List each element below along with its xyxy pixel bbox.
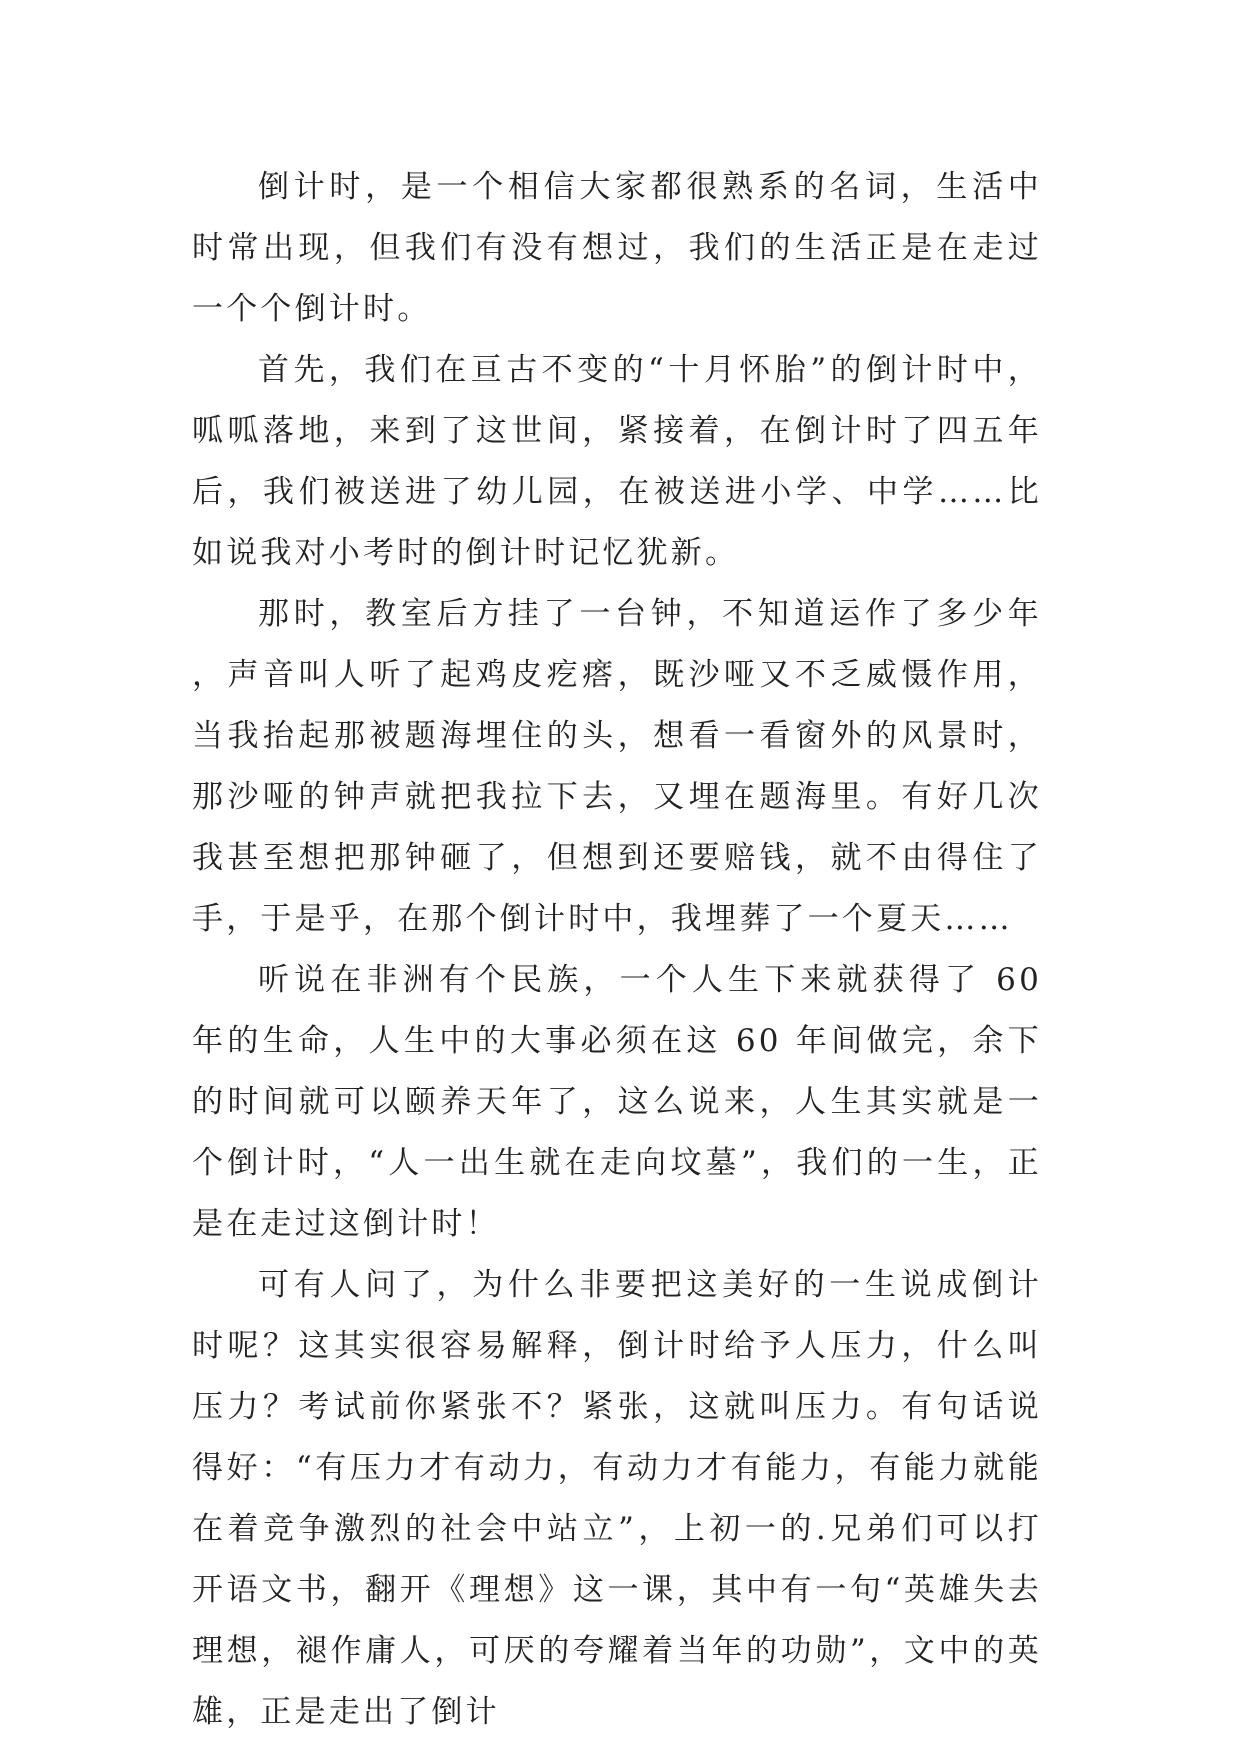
paragraph-countdown-intro: 倒计时，是一个相信大家都很熟系的名词，生活中时常出现，但我们有没有想过，我们的生活正是在走过一个个倒计时。	[192, 169, 1042, 327]
paragraph-classroom-clock: 那时，教室后方挂了一台钟，不知道运作了多少年，声音叫人听了起鸡皮疙瘩，既沙哑又不乏威慑作用，当我抬起那被题海埋住的头，想看一看窗外的风景时，那沙哑的钟声就把我拉下去，又埋在题海里。有好几次我甚至想把那钟砸了，但想到还要赔钱，就不由得住了手，于是乎，在那个倒计时中，我埋葬了一个夏天……	[192, 596, 1042, 937]
essay-body	[192, 157, 1042, 1743]
paragraph-birth-school: 首先，我们在亘古不变的“十月怀胎”的倒计时中，呱呱落地，来到了这世间，紧接着，在倒计时了四五年后，我们被送进了幼儿园，在被送进小学、中学……比如说我对小考时的倒计时记忆犹新。	[192, 352, 1042, 571]
paragraph-africa-sixty-years: 听说在非洲有个民族，一个人生下来就获得了 60 年的生命，人生中的大事必须在这 60 年间做完，余下的时间就可以颐养天年了，这么说来，人生其实就是一个倒计时，“人一出生就在走向坟墓”，我们的一生，正是在走过这倒计时！	[192, 962, 1042, 1242]
paragraph-pressure: 可有人问了，为什么非要把这美好的一生说成倒计时呢？这其实很容易解释，倒计时给予人压力，什么叫压力？考试前你紧张不？紧张，这就叫压力。有句话说得好：“有压力才有动力，有动力才有能力，有能力就能在着竞争激烈的社会中站立”，上初一的.兄弟们可以打开语文书，翻开《理想》这一课，其中有一句“英雄失去理想，褪作庸人，可厌的夸耀着当年的功勋”，文中的英雄，正是走出了倒计	[192, 1267, 1042, 1730]
